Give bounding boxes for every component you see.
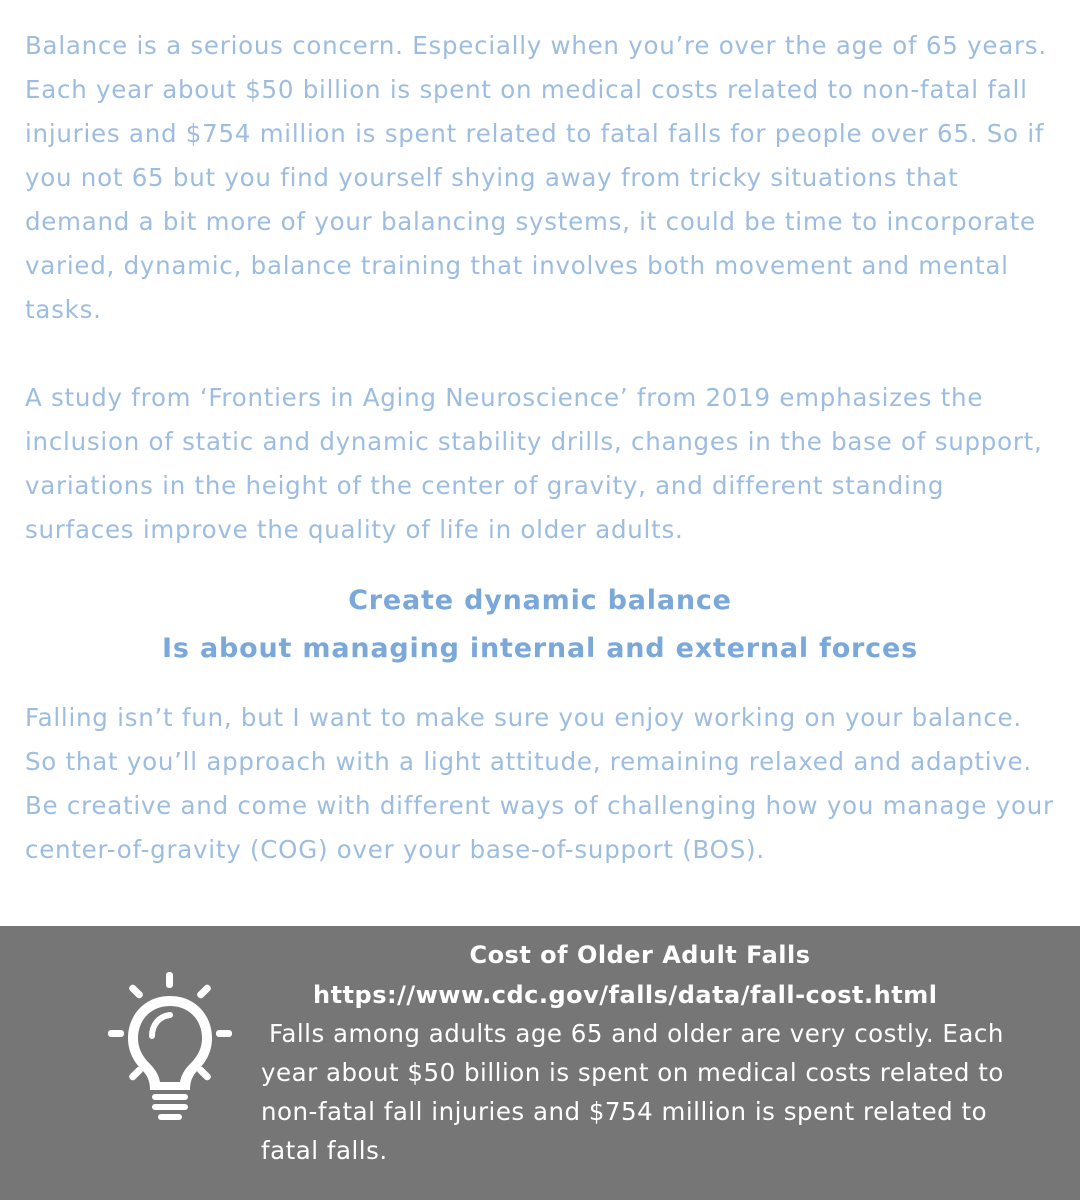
- section-heading-line-1: Create dynamic balance: [348, 585, 732, 616]
- study-paragraph: A study from ‘Frontiers in Aging Neuroscience’ from 2019 emphasizes the inclusion of static and dynamic stability drills, changes in the base of support, variations in the height of the center of gravity, and different standing surfaces improve the quality of life in older adults.: [25, 383, 1043, 544]
- callout-source-link[interactable]: https://www.cdc.gov/falls/data/fall-cost.html: [313, 981, 938, 1009]
- callout-body-text: Falls among adults age 65 and older are very costly. Each year about $50 billion is spent on medical costs related to non-fatal fall injuries and $754 million is spent related to fatal falls.: [261, 1019, 1004, 1165]
- callout-title: Cost of Older Adult Falls: [469, 941, 811, 969]
- lightbulb-icon: [100, 966, 240, 1126]
- section-heading-line-2: Is about managing internal and external forces: [162, 633, 918, 664]
- fall-cost-callout: [0, 926, 1080, 1200]
- falling-paragraph: Falling isn’t fun, but I want to make sure you enjoy working on your balance. So that you’ll approach with a light attitude, remaining relaxed and adaptive. Be creative and come with different ways of challenging how you manage your center-of-gravity (COG) over your base-of-support (BOS).: [25, 703, 1054, 864]
- intro-paragraph: Balance is a serious concern. Especially when you’re over the age of 65 years. Each year about $50 billion is spent on medical costs related to non-fatal fall injuries and $754 million is spent related to fatal falls for people over 65. So if you not 65 but you find yourself shying away from tricky situations that demand a bit more of your balancing systems, it could be time to incorporate varied, dynamic, balance training that involves both movement and mental tasks.: [25, 31, 1047, 324]
